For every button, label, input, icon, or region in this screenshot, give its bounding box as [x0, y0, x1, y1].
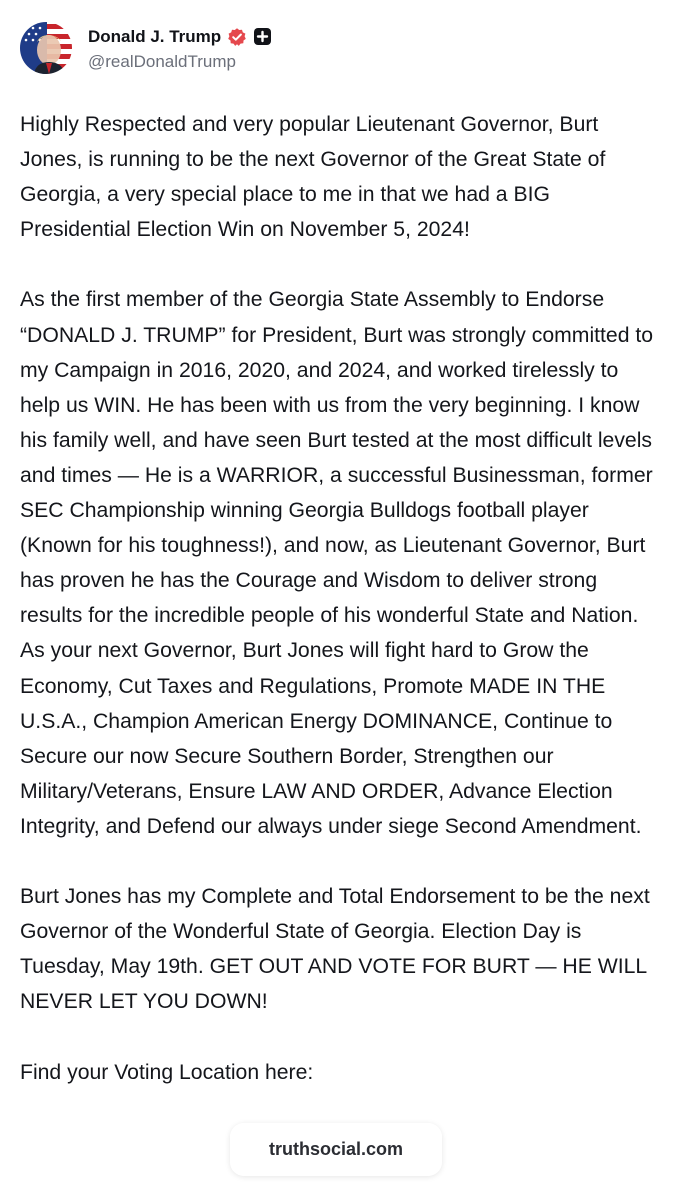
plus-square-icon	[254, 28, 271, 45]
post-paragraph: Find your Voting Location here:	[20, 1060, 314, 1084]
watermark-label: truthsocial.com	[268, 1139, 404, 1159]
name-row	[88, 25, 271, 49]
author-handle[interactable]: @realDonaldTrump	[88, 51, 236, 71]
author-names	[88, 25, 271, 72]
avatar-image	[20, 22, 72, 74]
verified-badge-icon	[227, 27, 247, 47]
post-body	[20, 107, 660, 1125]
post-paragraph: Burt Jones has my Complete and Total Endorsement to be the next Governor of the Wonderful State of Georgia. Election Day is Tuesday, May 19th. GET OUT AND VOTE FOR BURT — HE WILL NEVER LET YOU DOWN!	[20, 885, 650, 1014]
post-paragraph: Highly Respected and very popular Lieutenant Governor, Burt Jones, is running to be the next Governor of the Great State of Georgia, a very special place to me in that we had a BIG Presidential Election Win on November 5, 2024!	[20, 113, 606, 242]
truthsocial-watermark	[230, 1123, 442, 1176]
post-paragraph: As the first member of the Georgia State Assembly to Endorse “DONALD J. TRUMP” for President, Burt was strongly committed to my Campaign in 2016, 2020, and 2024, and worked tirelessly to help us WIN. He has been with us from the very beginning. I know his family well, and have seen Burt tested at the most difficult levels and times — He is a WARRIOR, a successful Businessman, former SEC Championship winning Georgia Bulldogs football player (Known for his toughness!), and now, as Lieutenant Governor, Burt has proven he has the Courage and Wisdom to deliver strong results for the incredible people of his wonderful State and Nation. As your next Governor, Burt Jones will fight hard to Grow the Economy, Cut Taxes and Regulations, Promote MADE IN THE U.S.A., Champion American Energy DOMINANCE, Continue to Secure our now Secure Southern Border, Strengthen our Military/Veterans, Ensure LAW AND ORDER, Advance Election Integrity, and Defend our always under siege Second Amendment.	[20, 288, 654, 838]
post-header	[20, 22, 271, 74]
avatar[interactable]	[20, 22, 72, 74]
display-name[interactable]: Donald J. Trump	[88, 26, 222, 46]
